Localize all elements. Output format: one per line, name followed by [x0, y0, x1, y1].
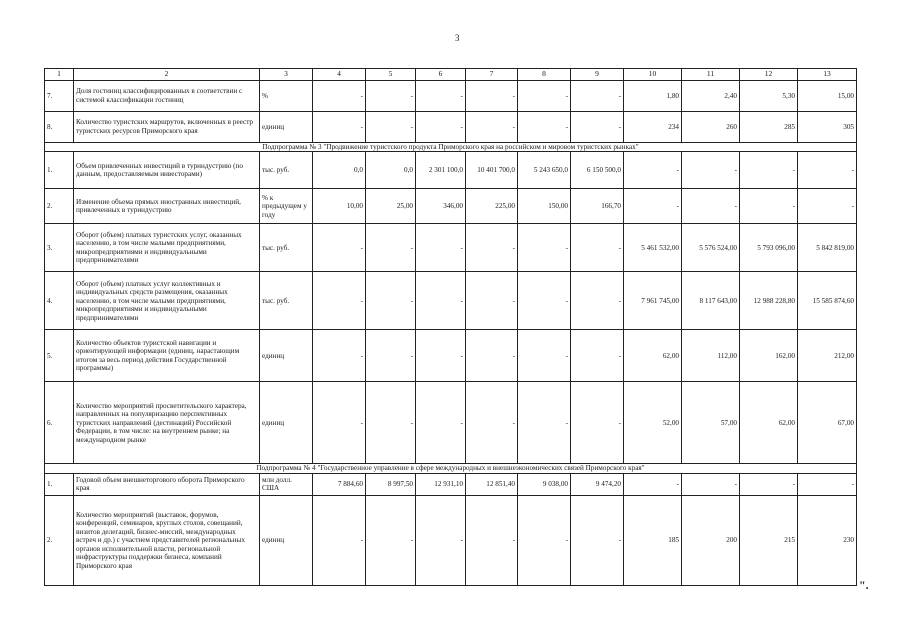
- table-row: [45, 111, 857, 142]
- indicator-value: -: [624, 152, 682, 189]
- indicator-name: Оборот (объем) платных туристских услуг, оказанных населению, в том числе малыми предприятиями, микропредприятиями и индивидуальными предпринимателями: [74, 224, 260, 272]
- indicator-value: 62,00: [624, 330, 682, 382]
- column-number: 11: [682, 69, 740, 81]
- indicator-value: -: [416, 111, 466, 142]
- column-number-row: [45, 69, 857, 81]
- indicator-value: -: [466, 111, 518, 142]
- indicator-value: 8 117 643,00: [682, 272, 740, 330]
- indicator-value: -: [798, 189, 857, 224]
- indicator-value: 6 150 500,0: [571, 152, 624, 189]
- unit-of-measure: единиц: [260, 382, 313, 464]
- table-row: [45, 473, 857, 495]
- indicators-table: [44, 68, 857, 586]
- indicator-value: -: [366, 272, 416, 330]
- indicator-value: -: [313, 224, 366, 272]
- indicator-value: 5 793 096,00: [740, 224, 798, 272]
- indicator-name: Количество мероприятий просветительского характера, направленных на популяризацию перспективных туристских направлений (дестинаций) Российской Федерации, в том числе: на внутреннем рынке; на международном рынке: [74, 382, 260, 464]
- indicator-value: 5 243 650,0: [518, 152, 571, 189]
- indicator-value: 12 988 228,80: [740, 272, 798, 330]
- indicator-value: 185: [624, 495, 682, 585]
- indicator-value: 150,00: [518, 189, 571, 224]
- indicator-value: -: [366, 80, 416, 111]
- indicator-value: 285: [740, 111, 798, 142]
- indicator-name: Количество мероприятий (выставок, форумов, конференций, семинаров, круглых столов, совещаний, визитов делегаций, бизнес-миссий, международных встреч и др.) с участием представителей региональных органов исполнительной власти, региональной инфраструктуры поддержки бизнеса, компаний Приморского края: [74, 495, 260, 585]
- subprogram-row: [45, 142, 857, 151]
- row-number: 1.: [45, 152, 74, 189]
- indicator-value: -: [416, 495, 466, 585]
- indicator-value: 5 461 532,00: [624, 224, 682, 272]
- closing-quote-mark: ".: [859, 578, 869, 592]
- row-number: 6.: [45, 382, 74, 464]
- indicator-value: 215: [740, 495, 798, 585]
- indicator-value: 2 301 100,0: [416, 152, 466, 189]
- unit-of-measure: тыс. руб.: [260, 272, 313, 330]
- indicator-value: 62,00: [740, 382, 798, 464]
- indicator-value: 260: [682, 111, 740, 142]
- indicator-value: 7 884,60: [313, 473, 366, 495]
- table-row: [45, 382, 857, 464]
- column-number: 6: [416, 69, 466, 81]
- indicator-value: -: [313, 111, 366, 142]
- indicator-value: -: [518, 330, 571, 382]
- indicator-value: -: [798, 152, 857, 189]
- unit-of-measure: тыс. руб.: [260, 152, 313, 189]
- indicator-value: -: [466, 224, 518, 272]
- table-row: [45, 152, 857, 189]
- subprogram-row: [45, 464, 857, 473]
- page-number: 3: [455, 33, 460, 43]
- indicator-value: 5 576 524,00: [682, 224, 740, 272]
- indicator-value: 12 851,40: [466, 473, 518, 495]
- indicator-value: -: [366, 224, 416, 272]
- column-number: 8: [518, 69, 571, 81]
- unit-of-measure: единиц: [260, 495, 313, 585]
- indicator-value: -: [682, 189, 740, 224]
- indicator-value: -: [366, 382, 416, 464]
- indicator-name: Количество туристских маршрутов, включенных в реестр туристских ресурсов Приморского края: [74, 111, 260, 142]
- indicator-value: -: [571, 382, 624, 464]
- indicator-value: -: [466, 495, 518, 585]
- indicator-value: -: [416, 272, 466, 330]
- indicator-value: 15 585 874,60: [798, 272, 857, 330]
- unit-of-measure: %: [260, 80, 313, 111]
- indicator-value: -: [313, 382, 366, 464]
- indicator-value: -: [571, 111, 624, 142]
- indicator-value: 15,00: [798, 80, 857, 111]
- indicator-value: 7 961 745,00: [624, 272, 682, 330]
- indicator-name: Объем привлеченных инвестиций в туриндустрию (по данным, предоставляемым инвесторами): [74, 152, 260, 189]
- indicator-value: -: [571, 330, 624, 382]
- indicator-value: -: [571, 495, 624, 585]
- indicator-value: 25,00: [366, 189, 416, 224]
- indicator-value: 230: [798, 495, 857, 585]
- indicator-value: 346,00: [416, 189, 466, 224]
- indicator-value: -: [571, 80, 624, 111]
- table-row: [45, 224, 857, 272]
- row-number: 5.: [45, 330, 74, 382]
- indicator-value: 200: [682, 495, 740, 585]
- indicator-value: 2,40: [682, 80, 740, 111]
- indicator-value: -: [313, 330, 366, 382]
- table-row: [45, 80, 857, 111]
- indicator-value: -: [366, 111, 416, 142]
- indicator-value: -: [740, 189, 798, 224]
- indicator-name: Доля гостиниц классифицированных в соответствии с системой классификации гостиниц: [74, 80, 260, 111]
- row-number: 2.: [45, 495, 74, 585]
- indicator-name: Оборот (объем) платных услуг коллективных и индивидуальных средств размещения, оказанных населению, в том числе малыми предприятиями, микропредприятиями и индивидуальными предпринимателями: [74, 272, 260, 330]
- indicator-value: 57,00: [682, 382, 740, 464]
- indicator-value: 10,00: [313, 189, 366, 224]
- indicator-value: 9 038,00: [518, 473, 571, 495]
- indicator-value: -: [416, 382, 466, 464]
- unit-of-measure: тыс. руб.: [260, 224, 313, 272]
- subprogram-3-title: Подпрограмма № 3 "Продвижение туристского продукта Приморского края на российском и мировом туристских рынках": [45, 142, 857, 151]
- indicator-name: Количество объектов туристской навигации и ориентирующей информации (единиц, нарастающим итогом за весь период действия Государственной программы): [74, 330, 260, 382]
- column-number: 12: [740, 69, 798, 81]
- column-number: 3: [260, 69, 313, 81]
- indicator-value: -: [466, 80, 518, 111]
- indicator-value: 5,30: [740, 80, 798, 111]
- unit-of-measure: единиц: [260, 111, 313, 142]
- table-row: [45, 189, 857, 224]
- indicator-value: 8 997,50: [366, 473, 416, 495]
- indicator-value: -: [313, 495, 366, 585]
- indicator-value: 234: [624, 111, 682, 142]
- indicator-value: -: [416, 224, 466, 272]
- indicator-value: 1,80: [624, 80, 682, 111]
- column-number: 1: [45, 69, 74, 81]
- indicator-value: 0,0: [366, 152, 416, 189]
- subprogram-4-title: Подпрограмма № 4 "Государственное управление в сфере международных и внешнеэкономических связей Приморского края": [45, 464, 857, 473]
- indicator-value: -: [624, 473, 682, 495]
- indicator-value: -: [624, 189, 682, 224]
- row-number: 4.: [45, 272, 74, 330]
- indicator-value: -: [366, 495, 416, 585]
- indicator-value: 10 401 700,0: [466, 152, 518, 189]
- indicator-value: -: [518, 111, 571, 142]
- indicator-value: -: [740, 473, 798, 495]
- indicator-value: 67,00: [798, 382, 857, 464]
- indicator-value: -: [366, 330, 416, 382]
- indicator-value: -: [571, 272, 624, 330]
- indicator-value: -: [682, 473, 740, 495]
- unit-of-measure: единиц: [260, 330, 313, 382]
- unit-of-measure: млн долл. США: [260, 473, 313, 495]
- row-number: 8.: [45, 111, 74, 142]
- indicator-value: -: [466, 330, 518, 382]
- indicator-value: 305: [798, 111, 857, 142]
- column-number: 13: [798, 69, 857, 81]
- indicator-value: 9 474,20: [571, 473, 624, 495]
- indicator-value: -: [416, 80, 466, 111]
- indicator-value: -: [313, 272, 366, 330]
- indicator-value: -: [466, 382, 518, 464]
- indicator-value: 166,70: [571, 189, 624, 224]
- indicator-value: 0,0: [313, 152, 366, 189]
- indicator-value: 5 842 819,00: [798, 224, 857, 272]
- indicator-name: Годовой объем внешнеторгового оборота Приморского края: [74, 473, 260, 495]
- column-number: 4: [313, 69, 366, 81]
- indicator-value: 52,00: [624, 382, 682, 464]
- table-row: [45, 272, 857, 330]
- indicator-value: -: [518, 80, 571, 111]
- column-number: 9: [571, 69, 624, 81]
- row-number: 3.: [45, 224, 74, 272]
- row-number: 7.: [45, 80, 74, 111]
- indicator-value: -: [682, 152, 740, 189]
- column-number: 5: [366, 69, 416, 81]
- indicator-value: 212,00: [798, 330, 857, 382]
- indicator-value: -: [571, 224, 624, 272]
- column-number: 7: [466, 69, 518, 81]
- indicator-value: -: [416, 330, 466, 382]
- indicator-value: -: [518, 272, 571, 330]
- row-number: 1.: [45, 473, 74, 495]
- indicator-value: -: [740, 152, 798, 189]
- row-number: 2.: [45, 189, 74, 224]
- indicator-value: 112,00: [682, 330, 740, 382]
- indicator-value: -: [518, 495, 571, 585]
- indicator-value: 12 931,10: [416, 473, 466, 495]
- column-number: 10: [624, 69, 682, 81]
- indicator-name: Изменение объема прямых иностранных инвестиций, привлеченных в туриндустрию: [74, 189, 260, 224]
- indicator-value: 162,00: [740, 330, 798, 382]
- table-row: [45, 330, 857, 382]
- indicator-value: -: [466, 272, 518, 330]
- table-row: [45, 495, 857, 585]
- indicator-value: -: [518, 382, 571, 464]
- indicator-value: -: [798, 473, 857, 495]
- indicator-value: 225,00: [466, 189, 518, 224]
- column-number: 2: [74, 69, 260, 81]
- unit-of-measure: % к предыдущем у году: [260, 189, 313, 224]
- indicator-value: -: [518, 224, 571, 272]
- indicator-value: -: [313, 80, 366, 111]
